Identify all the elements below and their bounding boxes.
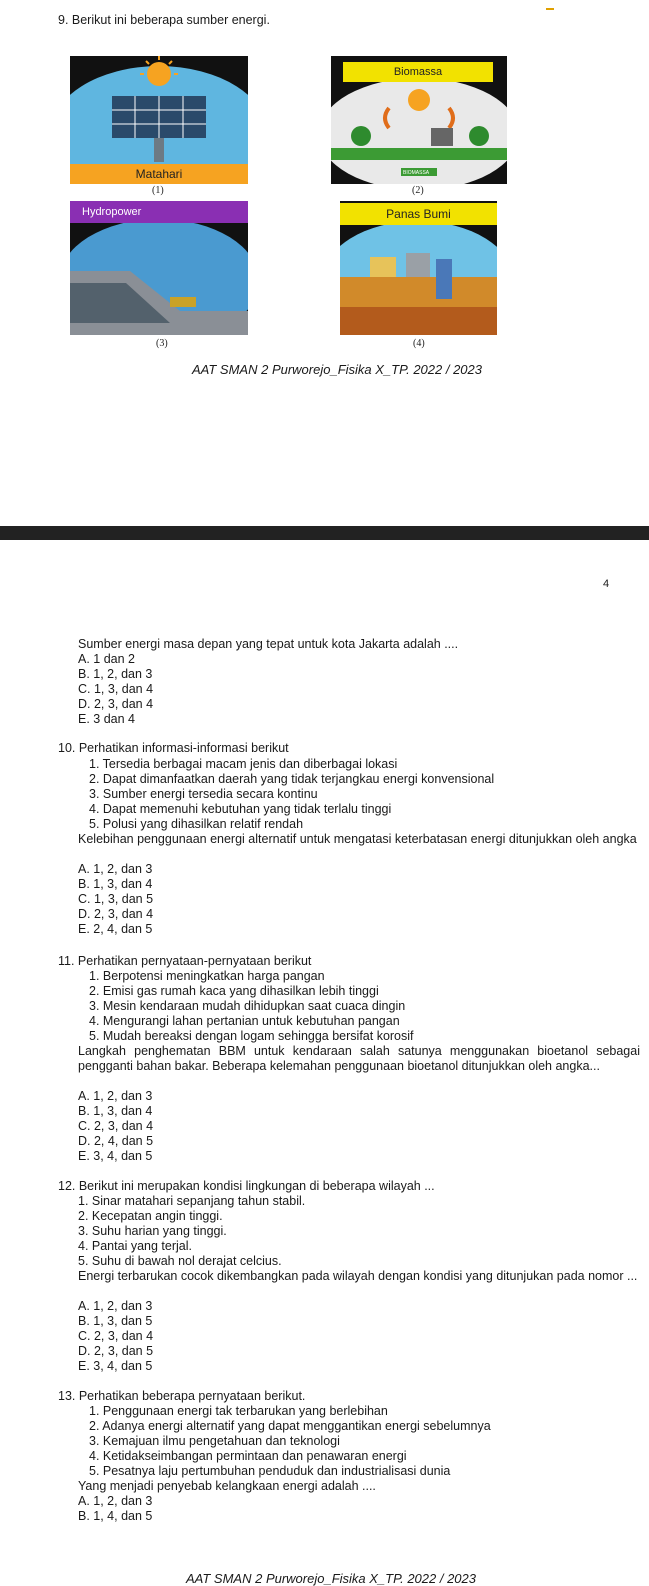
q10-item-1: 1. Tersedia berbagai macam jenis dan diberbagai lokasi (89, 757, 398, 771)
q10-item-4: 4. Dapat memenuhi kebutuhan yang tidak terlalu tinggi (89, 802, 392, 816)
q12-item-1: 1. Sinar matahari sepanjang tahun stabil. (78, 1194, 306, 1208)
corner-mark (546, 8, 554, 10)
q10-option-b: B. 1, 3, dan 4 (78, 877, 153, 891)
page-footer-bottom: AAT SMAN 2 Purworejo_Fisika X_TP. 2022 / 2023 (186, 1571, 476, 1586)
q11-option-d: D. 2, 4, dan 5 (78, 1134, 154, 1148)
biomassa-caption: BIOMASSA (403, 170, 430, 176)
q11-item-4: 4. Mengurangi lahan pertanian untuk kebutuhan pangan (89, 1014, 400, 1028)
q10-option-c: C. 1, 3, dan 5 (78, 892, 154, 906)
q11-stem: 11. Perhatikan pernyataan-pernyataan berikut (58, 954, 312, 968)
q13-item-2: 2. Adanya energi alternatif yang dapat menggantikan energi sebelumnya (89, 1419, 491, 1433)
image-panas-bumi (340, 201, 497, 335)
image-3-number: (3) (156, 338, 168, 349)
q11-item-1: 1. Berpotensi meningkatkan harga pangan (89, 969, 325, 983)
q11-item-5: 5. Mudah bereaksi dengan logam sehingga bersifat korosif (89, 1029, 414, 1043)
q11-question: Langkah penghematan BBM untuk kendaraan salah satunya menggunakan bioetanol sebagai pengganti bahan bakar. Beberapa kelemahan penggunaan bioetanol ditunjukkan oleh angka... (78, 1044, 640, 1073)
image-1-number: (1) (152, 185, 164, 196)
q12-stem: 12. Berikut ini merupakan kondisi lingkungan di beberapa wilayah ... (58, 1179, 435, 1193)
q12-item-4: 4. Pantai yang terjal. (78, 1239, 192, 1253)
q11-option-c: C. 2, 3, dan 4 (78, 1119, 154, 1133)
q12-item-2: 2. Kecepatan angin tinggi. (78, 1209, 223, 1223)
q11-option-b: B. 1, 3, dan 4 (78, 1104, 153, 1118)
q13-question: Yang menjadi penyebab kelangkaan energi adalah .... (78, 1479, 376, 1493)
q10-item-3: 3. Sumber energi tersedia secara kontinu (89, 787, 318, 801)
q12-question: Energi terbarukan cocok dikembangkan pada wilayah dengan kondisi yang ditunjukan pada nomor ... (78, 1269, 638, 1283)
q11-option-a: A. 1, 2, dan 3 (78, 1089, 153, 1103)
image-2-number: (2) (412, 185, 424, 196)
q13-item-4: 4. Ketidakseimbangan permintaan dan penawaran energi (89, 1449, 407, 1463)
hydropower-title: Hydropower (70, 201, 248, 223)
q10-option-e: E. 2, 4, dan 5 (78, 922, 153, 936)
q9-stem: 9. Berikut ini beberapa sumber energi. (58, 13, 270, 27)
q11-item-2: 2. Emisi gas rumah kaca yang dihasilkan lebih tinggi (89, 984, 379, 998)
q10-question: Kelebihan penggunaan energi alternatif untuk mengatasi keterbatasan energi ditunjukkan oleh angka (78, 832, 637, 846)
q9-option-d: D. 2, 3, dan 4 (78, 697, 154, 711)
q12-item-5: 5. Suhu di bawah nol derajat celcius. (78, 1254, 282, 1268)
q10-item-2: 2. Dapat dimanfaatkan daerah yang tidak terjangkau energi konvensional (89, 772, 495, 786)
q9-option-b: B. 1, 2, dan 3 (78, 667, 153, 681)
panas-bumi-title: Panas Bumi (340, 203, 497, 225)
q9-question: Sumber energi masa depan yang tepat untuk kota Jakarta adalah .... (78, 637, 459, 651)
q13-item-1: 1. Penggunaan energi tak terbarukan yang berlebihan (89, 1404, 388, 1418)
image-hydropower (70, 201, 248, 335)
q12-item-3: 3. Suhu harian yang tinggi. (78, 1224, 227, 1238)
matahari-title: Matahari (70, 164, 248, 184)
q13-item-5: 5. Pesatnya laju pertumbuhan penduduk dan industrialisasi dunia (89, 1464, 451, 1478)
image-matahari (70, 56, 248, 184)
q9-option-a: A. 1 dan 2 (78, 652, 135, 666)
q13-stem: 13. Perhatikan beberapa pernyataan berikut. (58, 1389, 306, 1403)
q12-option-a: A. 1, 2, dan 3 (78, 1299, 153, 1313)
q13-option-a: A. 1, 2, dan 3 (78, 1494, 153, 1508)
q12-option-c: C. 2, 3, dan 4 (78, 1329, 154, 1343)
page-divider (0, 526, 649, 540)
q9-option-e: E. 3 dan 4 (78, 712, 135, 726)
q10-option-a: A. 1, 2, dan 3 (78, 862, 153, 876)
q13-option-b: B. 1, 4, dan 5 (78, 1509, 153, 1523)
q11-option-e: E. 3, 4, dan 5 (78, 1149, 153, 1163)
q13-item-3: 3. Kemajuan ilmu pengetahuan dan teknologi (89, 1434, 340, 1448)
page-number: 4 (603, 578, 610, 590)
q9-option-c: C. 1, 3, dan 4 (78, 682, 154, 696)
q10-item-5: 5. Polusi yang dihasilkan relatif rendah (89, 817, 304, 831)
q12-option-e: E. 3, 4, dan 5 (78, 1359, 153, 1373)
q10-option-d: D. 2, 3, dan 4 (78, 907, 154, 921)
image-4-number: (4) (413, 338, 425, 349)
q10-stem: 10. Perhatikan informasi-informasi berikut (58, 741, 289, 755)
q12-option-b: B. 1, 3, dan 5 (78, 1314, 153, 1328)
biomassa-title: Biomassa (343, 62, 493, 82)
page-footer: AAT SMAN 2 Purworejo_Fisika X_TP. 2022 / 2023 (192, 362, 482, 377)
q12-option-d: D. 2, 3, dan 5 (78, 1344, 154, 1358)
image-biomassa (331, 56, 507, 184)
q11-item-3: 3. Mesin kendaraan mudah dihidupkan saat cuaca dingin (89, 999, 406, 1013)
